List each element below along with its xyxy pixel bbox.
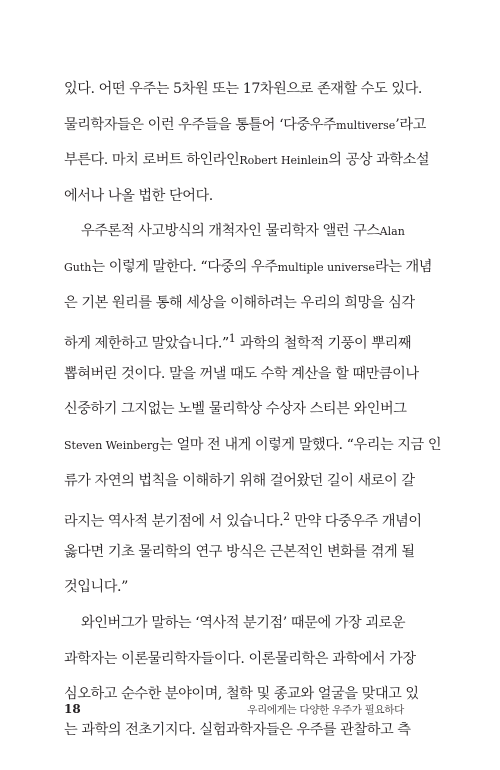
- text-line: [64, 286, 415, 322]
- text-segment: 부른다. 마치 로버트 하인라인: [64, 152, 240, 169]
- text-line: [64, 570, 404, 606]
- text-segment: 라는 개념: [374, 258, 433, 275]
- text-segment: 신중하기 그지없는 노벨 물리학상 수상자 스티븐 와인버그: [64, 401, 407, 418]
- paragraph-start-line: [64, 606, 404, 642]
- text-line: [64, 428, 442, 464]
- text-segment: 우주론적 사고방식의 개척자인 물리학자 앨런 구스: [81, 223, 380, 240]
- text-segment: 것입니다.”: [64, 579, 128, 596]
- paragraph-start-line: [64, 214, 404, 250]
- foreign-term: Robert Heinlein: [239, 154, 329, 168]
- text-segment: 심오하고 순수한 분야이며, 철학 및 종교와 얼굴을 맞대고 있: [64, 686, 419, 703]
- text-line: [64, 321, 412, 357]
- text-segment: 하게 제한하고 말았습니다.”: [64, 335, 229, 352]
- text-line: [64, 108, 426, 144]
- text-segment: 있다. 어떤 우주는 5차원 또는 17차원으로 존재할 수도 있다.: [64, 81, 422, 97]
- page-number: 18: [64, 702, 81, 716]
- text-line: [64, 179, 404, 215]
- text-segment: 류가 자연의 법칙을 이해하기 위해 걸어왔던 길이 새로이 갈: [64, 472, 415, 489]
- foreign-term: multiverse: [336, 118, 396, 132]
- text-segment: 물리학자들은 이런 우주들을 통틀어 ‘다중우주: [64, 116, 337, 133]
- page-footer: [64, 702, 404, 720]
- text-line: [64, 357, 419, 393]
- text-line: [64, 392, 407, 428]
- text-segment: 뽑혀버린 것이다. 말을 꺼낼 때도 수학 계산을 할 때만큼이나: [64, 365, 419, 382]
- text-segment: 은 기본 원리를 통해 세상을 이해하려는 우리의 희망을 심각: [64, 294, 415, 311]
- text-segment: 의 공상 과학소설: [328, 152, 430, 169]
- text-segment: 옳다면 기초 물리학의 연구 방식은 근본적인 변화를 겪게 될: [64, 543, 415, 560]
- text-segment: 만약 다중우주 개념이: [290, 513, 422, 530]
- text-line: [64, 72, 422, 108]
- text-segment: 에서나 나올 법한 단어다.: [64, 187, 213, 204]
- foreign-term: Guth: [64, 260, 92, 274]
- text-segment: ’라고: [395, 116, 426, 133]
- text-line: [64, 464, 415, 500]
- foreign-term: Alan: [379, 225, 405, 239]
- text-segment: 라지는 역사적 분기점에 서 있습니다.: [64, 513, 284, 530]
- text-segment: 는 얼마 전 내게 이렇게 말했다. “우리는 지금 인: [159, 436, 442, 453]
- footnote-marker: 1: [228, 332, 236, 346]
- text-line: [64, 535, 415, 571]
- footnote-marker: 2: [283, 510, 291, 524]
- body-text: [64, 72, 442, 748]
- text-segment: 과학자는 이론물리학자들이다. 이론물리학은 과학에서 가장: [64, 650, 416, 667]
- text-segment: 는 이렇게 말한다. “다중의 우주: [91, 258, 278, 275]
- text-line: [64, 642, 416, 678]
- text-line: [64, 499, 422, 535]
- text-line: [64, 143, 430, 179]
- text-segment: 는 과학의 전초기지다. 실험과학자들은 우주를 관찰하고 측: [64, 721, 411, 738]
- foreign-term: Steven Weinberg: [64, 438, 160, 452]
- text-line: [64, 250, 433, 286]
- text-segment: 와인버그가 말하는 ‘역사적 분기점’ 때문에 가장 괴로운: [81, 614, 406, 631]
- running-title: 우리에게는 다양한 우주가 필요하다: [247, 704, 404, 716]
- text-segment: 과학의 철학적 기풍이 뿌리째: [235, 335, 412, 352]
- foreign-term: multiple universe: [277, 260, 375, 274]
